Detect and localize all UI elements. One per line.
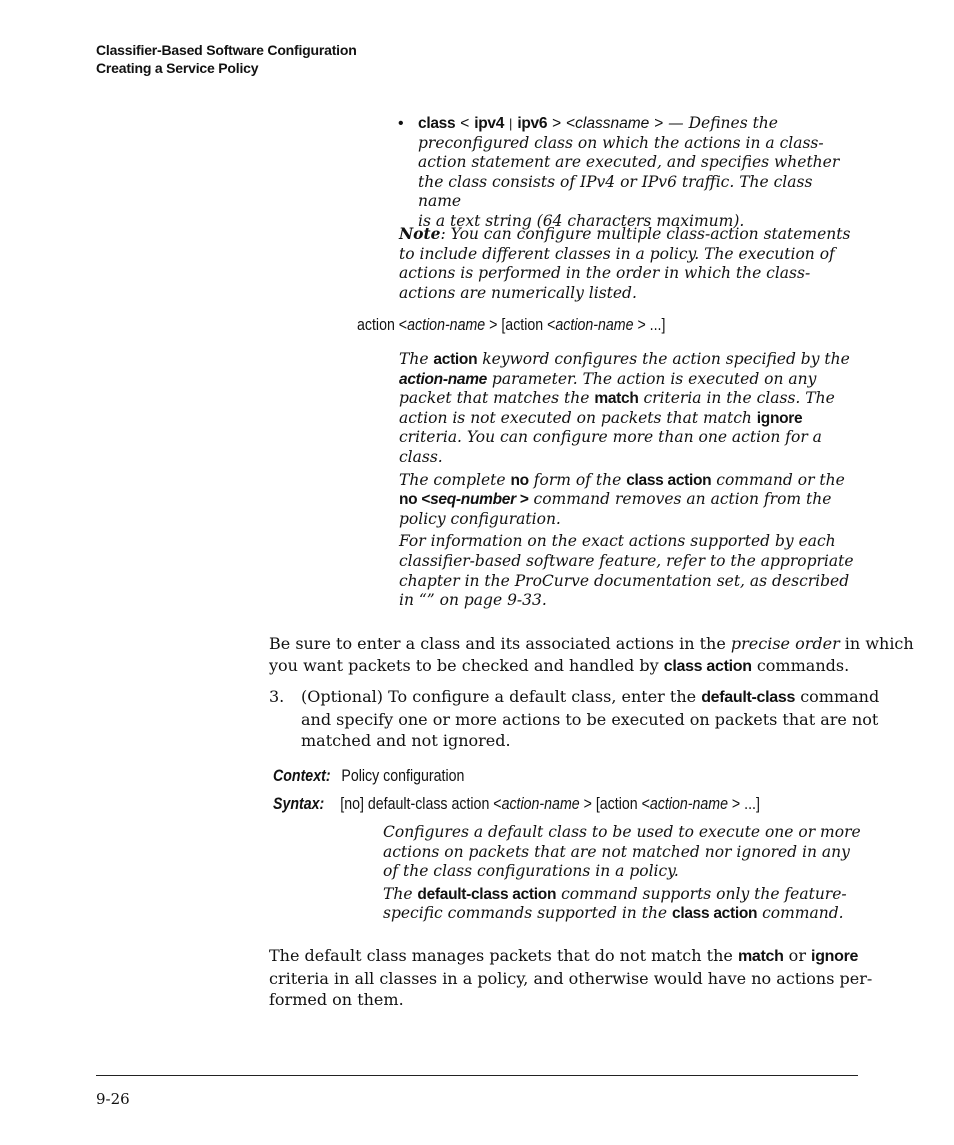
action-syntax-line: action <action-name > [action <action-name > ...] xyxy=(357,316,666,334)
default-class-paragraph: The default class manages packets that do not match the match or ignore criteria in all classes in a policy, and otherwise would have no actions per- formed on them. xyxy=(269,946,873,1009)
kw-ipv4: ipv4 xyxy=(474,115,505,132)
footer-rule xyxy=(96,1075,858,1076)
page-number: 9-26 xyxy=(96,1090,130,1108)
header-section: Creating a Service Policy xyxy=(96,60,259,76)
running-header xyxy=(96,41,357,77)
arg-classname: classname xyxy=(575,115,650,132)
step-3-text: (Optional) To configure a default class, enter the default-class command and specify one or more actions to be executed on packets that are not matched and not ignored. xyxy=(301,687,880,750)
class-bullet: class < ipv4 | ipv6 > <classname > — Defines the preconfigured class on which the actions in a class- action statement are executed, and specifies whether the class consists of IPv4 or IPv6 traffic. The class name is a text string (64 characters maximum). xyxy=(418,114,858,232)
bullet-line: action statement are executed, and specifies whether xyxy=(418,153,840,172)
context-value: Policy configuration xyxy=(341,767,465,785)
step-number: 3. xyxy=(269,687,285,706)
syntax-label: Syntax: xyxy=(273,795,325,813)
note-label: Note xyxy=(399,224,441,243)
bullet-line: the class consists of IPv4 or IPv6 traffic. The class name xyxy=(418,172,813,211)
note-block: Note: You can configure multiple class-action statements to include different classes in a policy. The execution of actions is performed in the order in which the class- actions are numerically listed. xyxy=(399,224,851,302)
header-chapter: Classifier-Based Software Configuration xyxy=(96,42,357,58)
kw-ipv6: ipv6 xyxy=(517,115,548,132)
order-paragraph: Be sure to enter a class and its associated actions in the precise order in which you want packets to be checked and handled by class action commands. xyxy=(269,634,914,675)
context-line xyxy=(273,767,464,786)
bullet-line: is a text string (64 characters maximum). xyxy=(418,211,745,230)
syntax-line: Syntax: [no] default-class action <action-name > [action <action-name > ...] xyxy=(273,795,760,813)
bullet-marker: • xyxy=(398,115,404,132)
bullet-line: preconfigured class on which the actions in a class- xyxy=(418,133,824,152)
context-label: Context: xyxy=(273,767,331,785)
default-class-description: Configures a default class to be used to execute one or more actions on packets that are not matched nor ignored in any of the class configurations in a policy. The default-class action command supports only the feature- specific commands supported in the class action command. xyxy=(383,823,861,923)
action-description: The action keyword configures the action specified by the action-name parameter. The action is executed on any packet that matches the match criteria in the class. The action is not executed on packets that match ignore criteria. You can configure more than one action for a class. The complete no form of the class action command or the no <seq-number > command removes an action from the policy configuration. For information on the exact actions supported by each classifier-based software feature, refer to the appropriate chapter in the ProCurve documentation set, as described in “” on page 9-33. xyxy=(399,350,854,610)
kw-class: class xyxy=(418,115,456,132)
